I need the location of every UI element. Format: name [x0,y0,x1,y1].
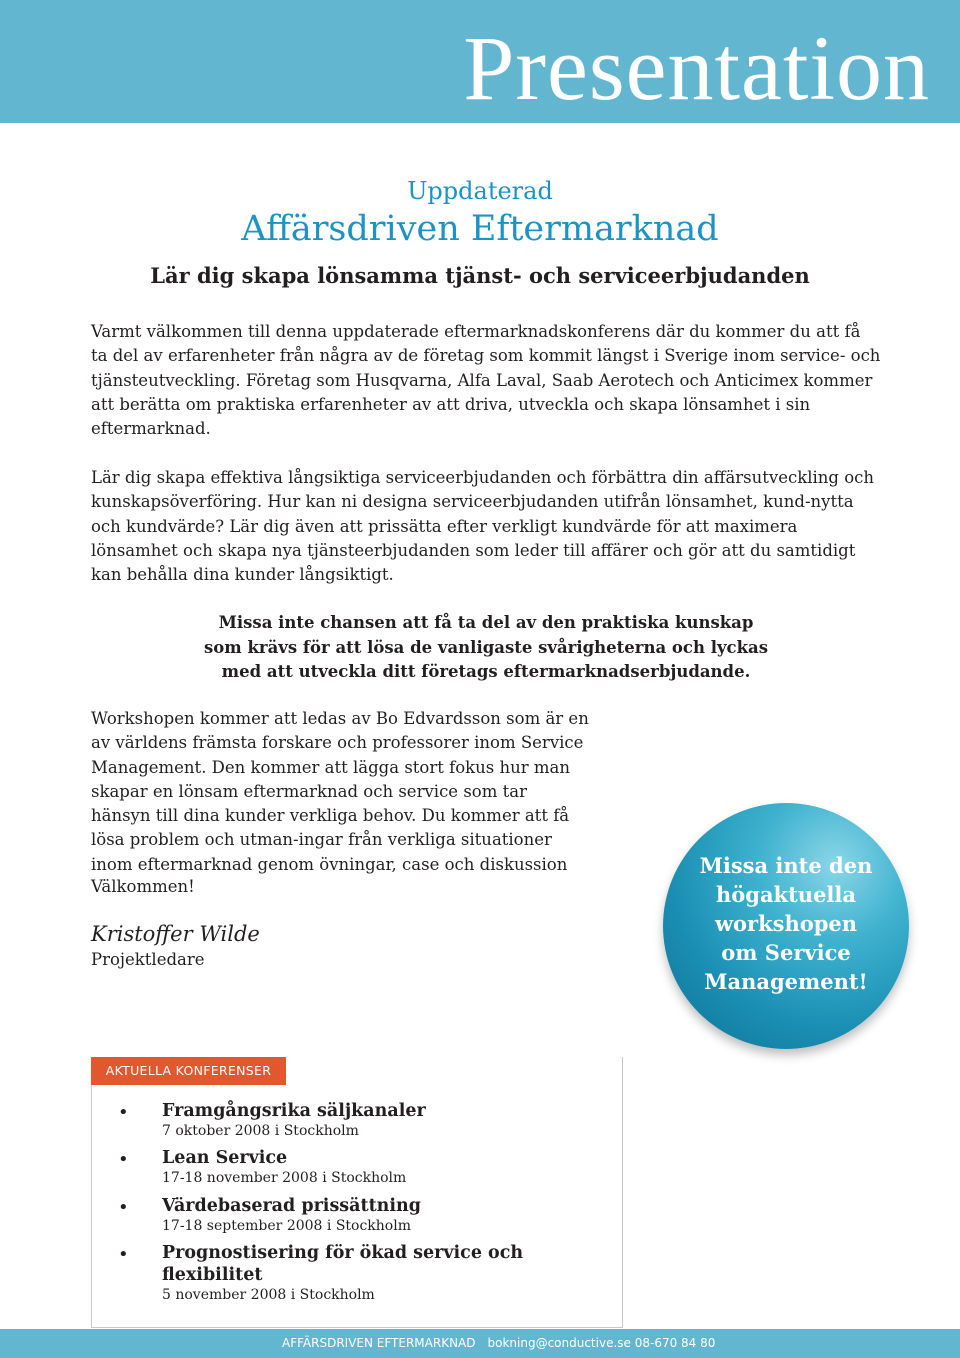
bullet-icon: • [118,1149,129,1171]
promo-line: högaktuella [715,882,856,907]
highlight-block [0,611,960,685]
intro-paragraph: Varmt välkommen till denna uppdaterade eftermarknadskonferens där du kommer du att få ta del av erfarenheter från några av de företag som kommit längst i Sverige inom service- och tjänsteutveckling. Företag som Husqvarna, Alfa Laval, Saab Aerotech och Anticimex kommer att berätta om praktiska erfarenheter av att driva, utveckla och skapa lönsamhet i sin eftermarknad. [91,322,881,439]
bullet-icon: • [118,1102,129,1123]
promo-line: Management! [704,969,868,994]
conference-detail: 17-18 november 2008 i Stockholm [162,1170,407,1187]
signature-role: Projektledare [91,950,205,969]
conference-title: Prognostisering för ökad service och flexibilitet [162,1242,524,1285]
kicker: Uppdaterad [407,177,553,205]
conference-item [118,1100,618,1147]
conference-title: Lean Service [162,1148,288,1169]
conference-item [118,1147,618,1194]
benefits-paragraph: Lär dig skapa effektiva långsiktiga serviceerbjudanden och förbättra din affärsutveckling och kunskapsöverföring. Hur kan ni designa serviceerbjudanden utifrån lönsamhet, kund-nytta och kundvärde? Lär dig även att prissätta efter verkligt kundvärde för att maximera lönsamhet och skapa nya tjänsteerbjudanden som leder till affärer och gör att du samtidigt kan behålla dina kunder långsiktigt. [91,468,875,585]
promo-line: om Service [721,940,851,965]
footer-contact: bokning@conductive.se 08-670 84 80 [487,1336,716,1350]
footer [282,1336,715,1350]
footer-brand: AFFÄRSDRIVEN EFTERMARKNAD [282,1336,476,1350]
subtitle: Lär dig skapa lönsamma tjänst- och serviceerbjudanden [150,263,810,288]
conferences-heading: AKTUELLA KONFERENSER [91,1057,286,1085]
highlight-line: som krävs för att lösa de vanligaste svårigheterna och lyckas [203,637,769,657]
main-title: Affärsdriven Eftermarknad [241,209,719,249]
page-title: Presentation [463,17,930,119]
conference-item [118,1242,618,1303]
conference-detail: 5 november 2008 i Stockholm [162,1286,375,1303]
conference-title: Framgångsrika säljkanaler [162,1101,426,1121]
promo-line: Missa inte den [699,853,873,878]
highlight-line: Missa inte chansen att få ta del av den praktiska kunskap [218,613,754,632]
conference-detail: 17-18 september 2008 i Stockholm [162,1217,411,1234]
conference-title: Värdebaserad prissättning [162,1195,421,1216]
bullet-icon: • [118,1196,129,1218]
conference-list [118,1100,618,1303]
highlight-line: med att utveckla ditt företags eftermarknadserbjudande. [221,662,751,681]
bullet-icon: • [118,1243,129,1265]
conference-detail: 7 oktober 2008 i Stockholm [162,1123,359,1139]
welcome-text: Välkommen! [91,877,195,896]
workshop-text: Workshopen kommer att ledas av Bo Edvardsson som är en av världens främsta forskare och professorer inom Service Management. Den kommer att lägga stort fokus hur man skapar en lönsam eftermarknad och service som tar hänsyn till dina kunder verkliga behov. Du kommer att få lösa problem och utman-ingar från verkliga situationer inom eftermarknad genom övningar, case och diskussion [91,709,589,874]
promo-bubble [663,803,909,1049]
promo-bubble-text [663,851,909,996]
promo-line: workshopen [714,911,858,936]
conference-item [118,1195,618,1242]
signature: Kristoffer Wilde [91,922,260,946]
